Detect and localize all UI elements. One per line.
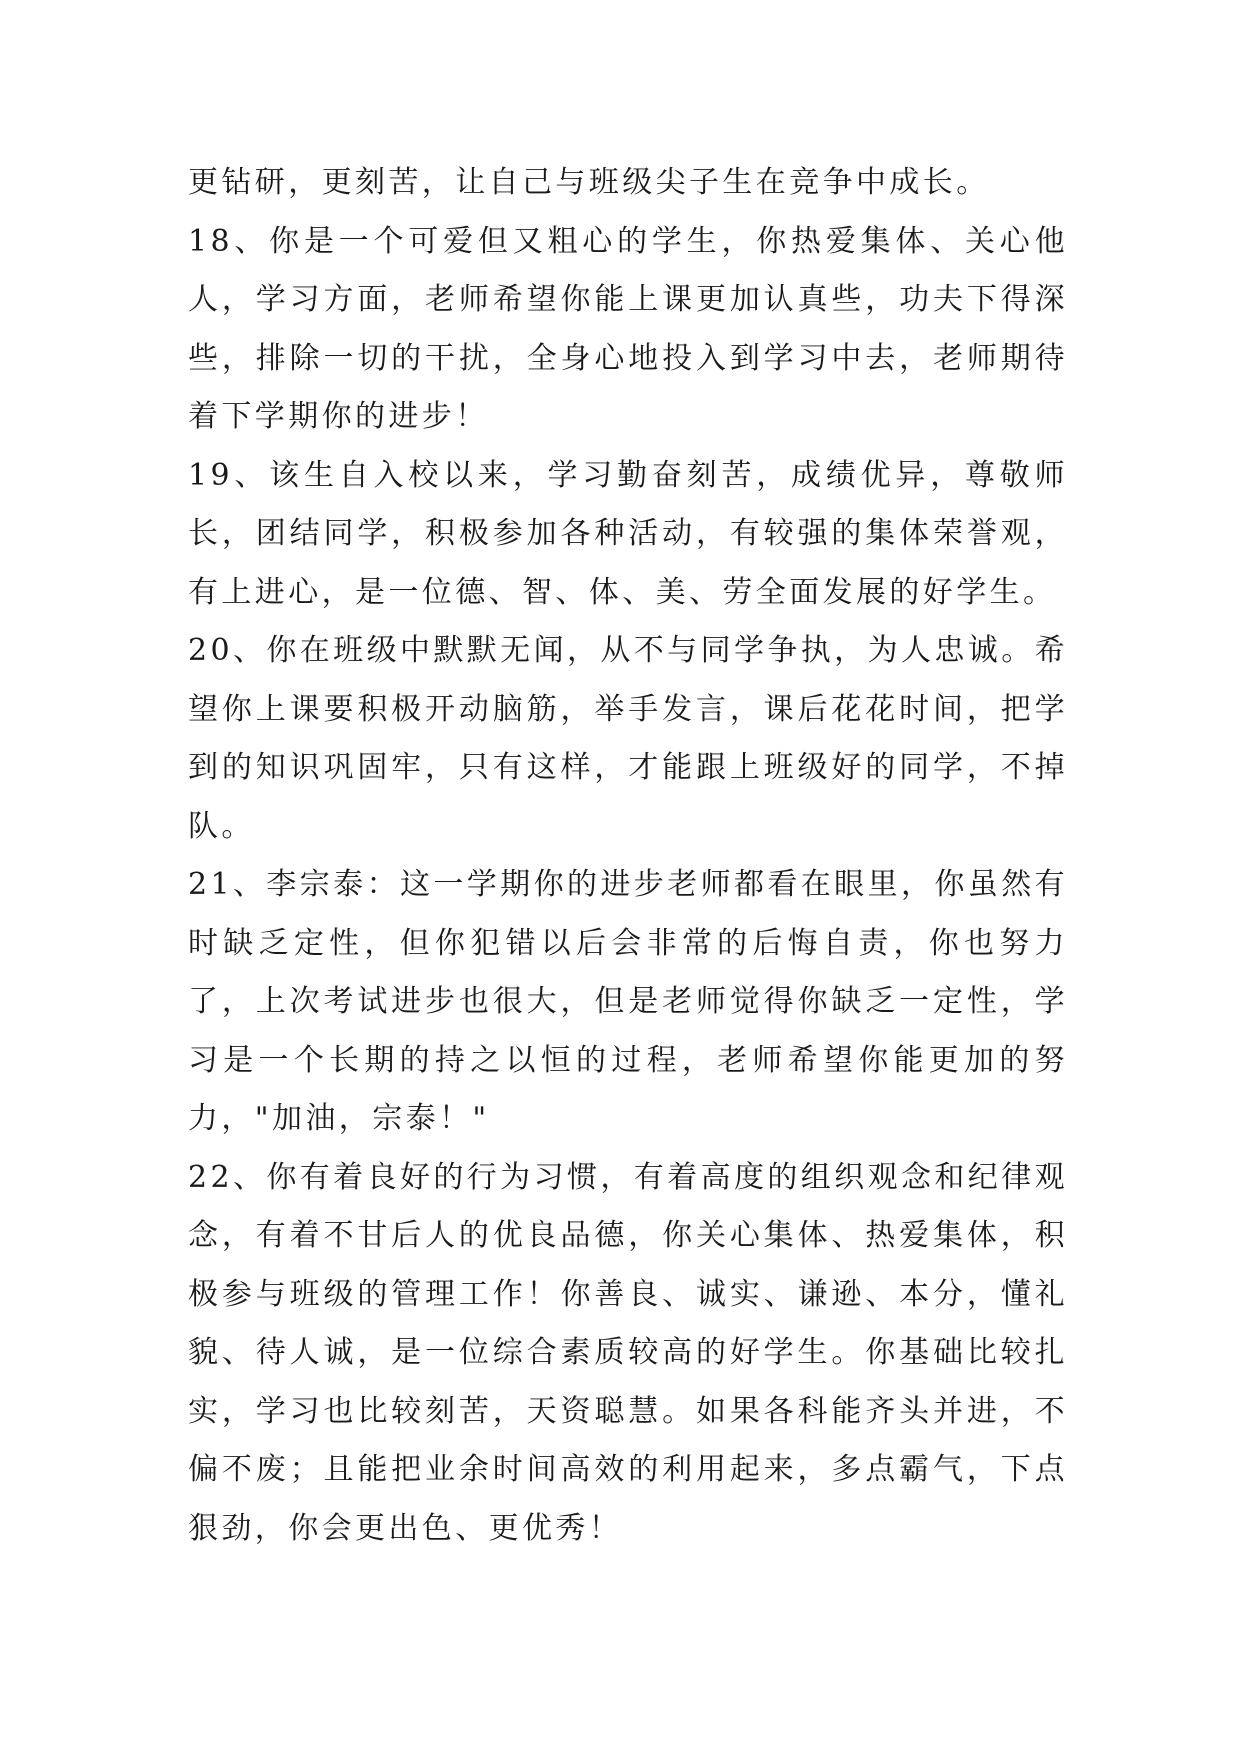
document-body: [188, 154, 1068, 1558]
paragraph-comment-20: 20、你在班级中默默无闻，从不与同学争执，为人忠诚。希望你上课要积极开动脑筋，举手发言，课后花花时间，把学到的知识巩固牢，只有这样，才能跟上班级好的同学，不掉队。: [188, 633, 1068, 844]
paragraph-continuation: 更钻研，更刻苦，让自己与班级尖子生在竞争中成长。: [188, 165, 990, 200]
paragraph-comment-22: 22、你有着良好的行为习惯，有着高度的组织观念和纪律观念，有着不甘后人的优良品德，你关心集体、热爱集体，积极参与班级的管理工作！你善良、诚实、谦逊、本分，懂礼貌、待人诚，是一位综合素质较高的好学生。你基础比较扎实，学习也比较刻苦，天资聪慧。如果各科能齐头并进，不偏不废；且能把业余时间高效的利用起来，多点霸气，下点狠劲，你会更出色、更优秀！: [188, 1159, 1068, 1546]
paragraph-comment-21: 21、李宗泰：这一学期你的进步老师都看在眼里，你虽然有时缺乏定性，但你犯错以后会非常的后悔自责，你也努力了，上次考试进步也很大，但是老师觉得你缺乏一定性，学习是一个长期的持之以恒的过程，老师希望你能更加的努力，"加油，宗泰！": [188, 867, 1068, 1136]
paragraph-comment-19: 19、该生自入校以来，学习勤奋刻苦，成绩优异，尊敬师长，团结同学，积极参加各种活动，有较强的集体荣誉观，有上进心，是一位德、智、体、美、劳全面发展的好学生。: [188, 457, 1068, 610]
paragraph-comment-18: 18、你是一个可爱但又粗心的学生，你热爱集体、关心他人，学习方面，老师希望你能上课更加认真些，功夫下得深些，排除一切的干扰，全身心地投入到学习中去，老师期待着下学期你的进步！: [188, 223, 1068, 434]
